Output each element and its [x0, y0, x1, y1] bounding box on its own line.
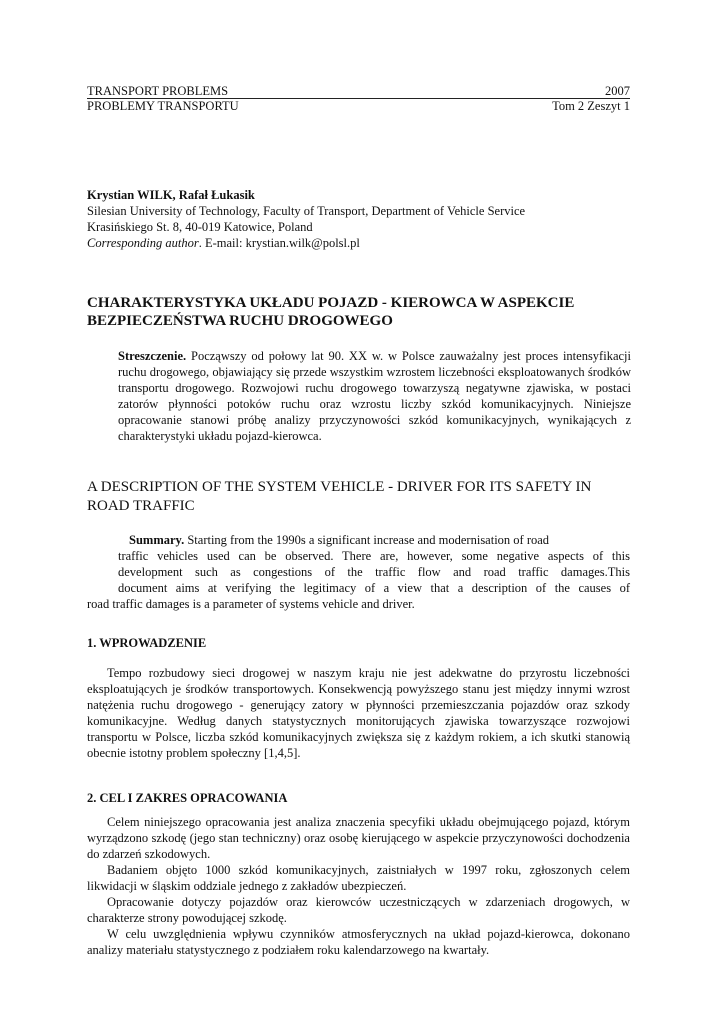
abstract-text: Począwszy od połowy lat 90. XX w. w Polsce zauważalny jest proces intensyfikacji ruchu drogowego, objawiający się przede wszystkim wzrostem liczebności eksploatowanych środków transportu drogowego. Rozwojowi ruchu drogowego towarzyszą negatywne zjawiska, w postaci zatorów płynności potoków ruchu oraz wzrostu liczby szkód komunikacyjnych. Niniejsze opracowanie stanowi próbę analizy przyczynowości szkód komunikacyjnych, wynikających z charakterystyki układu pojazd-kierowca.: [118, 349, 631, 443]
section-1-paragraph: Tempo rozbudowy sieci drogowej w naszym kraju nie jest adekwatne do przyrostu liczebności eksploatujących je środków transportowych. Konsekwencją powyższego stanu jest między innymi wzrost natężenia ruchu drogowego - generujący zatory w płynności przemieszczania pojazdów oraz szkody komunikacyjne. Według danych statystycznych monitorujących zjawiska towarzyszące rozwojowi transportu w Polsce, liczba szkód komunikacyjnych zwiększa się z każdym rokiem, a ich skutki stanowią obecnie istotny problem społeczny [1,4,5].: [87, 666, 630, 760]
journal-header-row-1: [87, 84, 630, 99]
corresponding-email: . E-mail: krystian.wilk@polsl.pl: [198, 236, 360, 250]
title-en-line-2: ROAD TRAFFIC: [87, 498, 195, 514]
journal-header-row-2: [87, 99, 630, 113]
section-2-paragraph-3: Opracowanie dotyczy pojazdów oraz kierowców uczestniczących w zdarzeniach drogowych, w charakterze strony powodującej szkodę.: [87, 895, 630, 925]
author-names: Krystian WILK, Rafał Łukasik: [87, 188, 255, 202]
summary-en: [87, 532, 630, 612]
section-2-paragraph-2: Badaniem objęto 1000 szkód komunikacyjnych, zaistniałych w 1997 roku, zgłoszonych celem likwidacji w śląskim oddziale jednego z zakładów ubezpieczeń.: [87, 863, 630, 893]
paper-title-pl: [87, 294, 630, 330]
author-address: Krasińskiego St. 8, 40-019 Katowice, Poland: [87, 220, 313, 234]
title-pl-line-1: CHARAKTERYSTYKA UKŁADU POJAZD - KIEROWCA W ASPEKCIE: [87, 295, 575, 311]
summary-line-4: document aims at verifying the legitimacy of a view that a description of the causes of: [118, 581, 630, 595]
paper-title-en: [87, 478, 630, 516]
corresponding-author: [87, 235, 630, 251]
journal-title-pl: PROBLEMY TRANSPORTU: [87, 99, 239, 113]
abstract-lead: Streszczenie.: [118, 349, 187, 363]
abstract-pl: [118, 348, 631, 444]
section-2-paragraph-1: Celem niniejszego opracowania jest analiza znaczenia specyfiki układu obejmującego pojazd, którym wyrządzono szkodę (jego stan techniczny) oraz osobę kierującego w aspekcie przyczynowości dochodzenia do zdarzeń szkodowych.: [87, 815, 630, 861]
journal-year: 2007: [605, 84, 630, 98]
title-pl-line-2: BEZPIECZEŃSTWA RUCHU DROGOWEGO: [87, 313, 393, 329]
author-affiliation: Silesian University of Technology, Faculty of Transport, Department of Vehicle Service: [87, 204, 526, 218]
author-block: [87, 187, 630, 251]
section-2-paragraph-4: W celu uwzględnienia wpływu czynników atmosferycznych na układ pojazd-kierowca, dokonano analizy materiału statystycznego z podziałem roku kalendarzowego na kwartały.: [87, 927, 630, 957]
section-1-heading: 1. WPROWADZENIE: [87, 636, 207, 650]
title-en-line-1: A DESCRIPTION OF THE SYSTEM VEHICLE - DRIVER FOR ITS SAFETY IN: [87, 479, 592, 495]
paper-page: [87, 84, 630, 958]
corresponding-label: Corresponding author: [87, 236, 199, 250]
summary-line-2: traffic vehicles used can be observed. There are, however, some negative aspects of this: [118, 549, 630, 563]
journal-volume: Tom 2 Zeszyt 1: [552, 99, 630, 113]
section-2-heading: 2. CEL I ZAKRES OPRACOWANIA: [87, 791, 288, 805]
journal-title-en: TRANSPORT PROBLEMS: [87, 84, 229, 98]
summary-line-5: road traffic damages is a parameter of systems vehicle and driver.: [87, 597, 415, 611]
summary-line-3: development such as congestions of the traffic flow and road traffic damages.This: [118, 565, 630, 579]
summary-lead: Summary.: [129, 533, 185, 547]
section-1-body: [87, 665, 630, 761]
summary-text-1: Starting from the 1990s a significant increase and modernisation of road: [184, 533, 550, 547]
summary-line-1: [87, 532, 630, 548]
section-2-body: [87, 814, 630, 958]
